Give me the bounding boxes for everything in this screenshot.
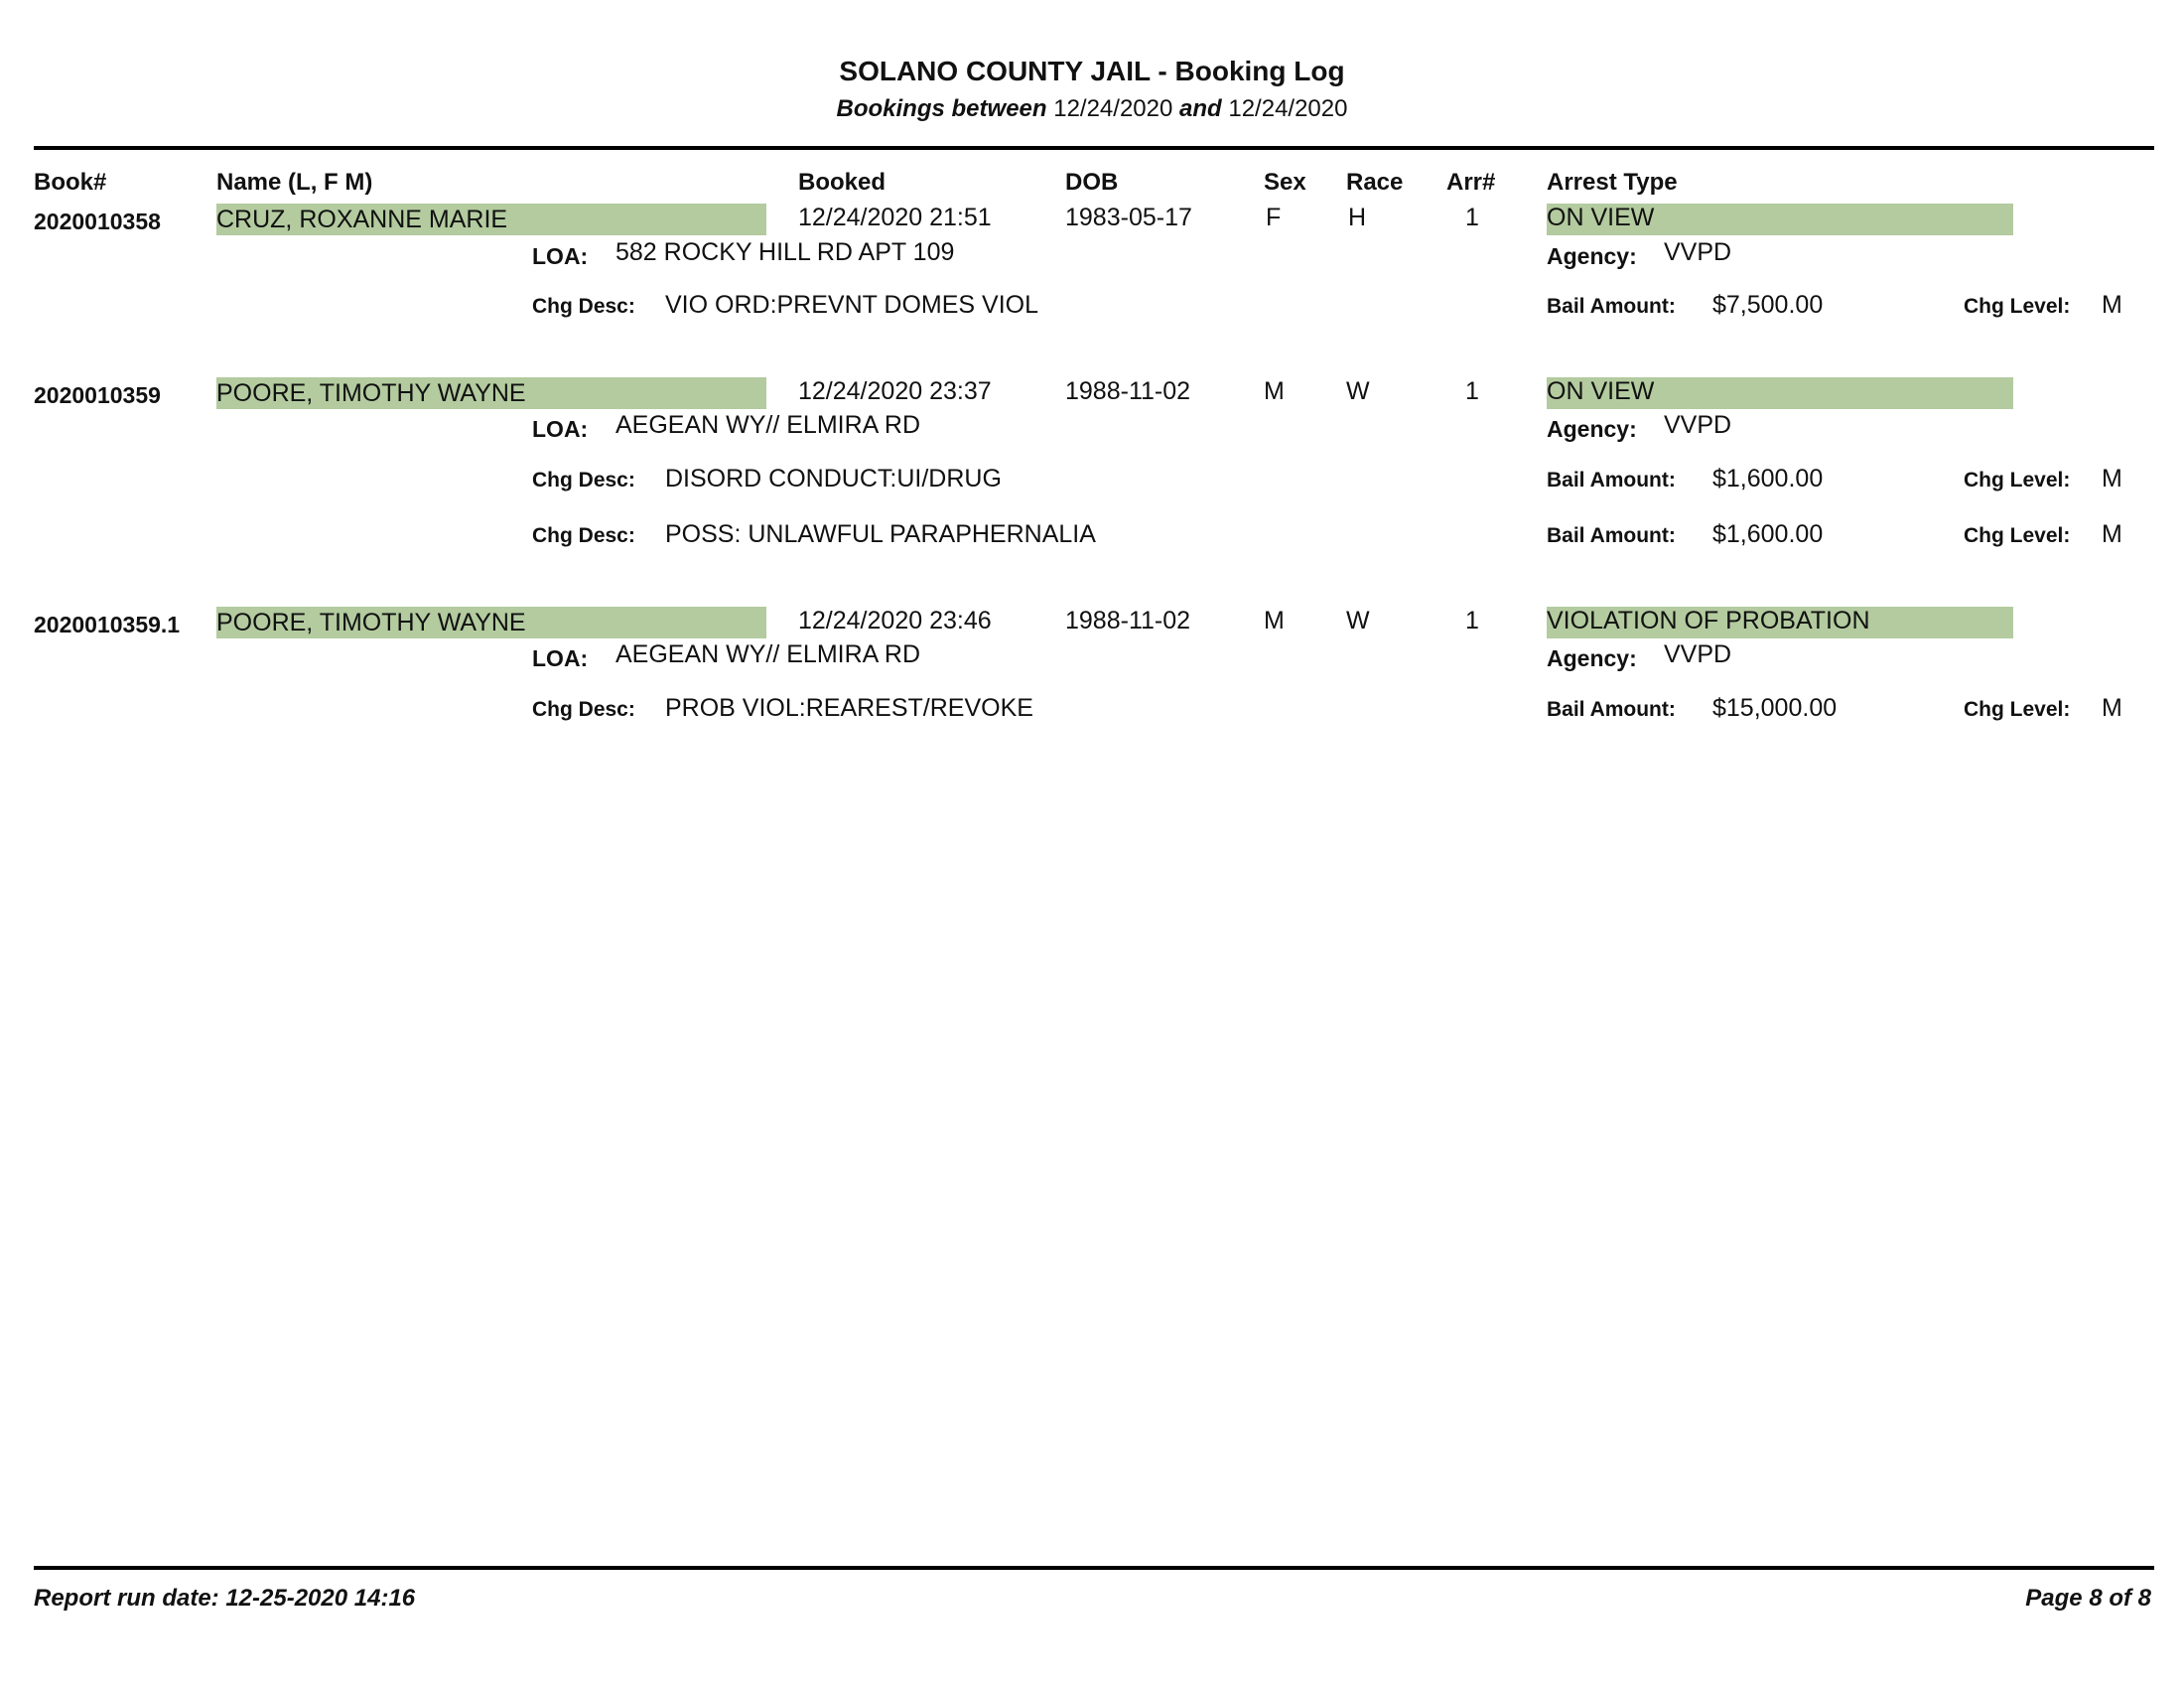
- chg-desc-label: Chg Desc:: [532, 698, 635, 721]
- bail-value: $1,600.00: [1712, 465, 1824, 492]
- sex: F: [1266, 204, 1282, 231]
- chg-level-label: Chg Level:: [1964, 698, 2071, 721]
- loa-value: 582 ROCKY HILL RD APT 109: [615, 238, 955, 266]
- report-title: SOLANO COUNTY JAIL - Booking Log: [839, 56, 1345, 86]
- booked-datetime: 12/24/2020 23:37: [798, 377, 992, 405]
- agency-value: VVPD: [1664, 238, 1732, 266]
- arrest-type: VIOLATION OF PROBATION: [1547, 607, 1870, 634]
- dob: 1988-11-02: [1065, 377, 1191, 405]
- footer-rule: [34, 1566, 2154, 1570]
- agency-label: Agency:: [1547, 645, 1637, 671]
- col-book: Book#: [34, 169, 107, 196]
- chg-desc-value: POSS: UNLAWFUL PARAPHERNALIA: [665, 520, 1096, 548]
- loa-label: LOA:: [532, 645, 589, 671]
- loa-label: LOA:: [532, 416, 589, 442]
- arrest-number: 1: [1465, 607, 1479, 634]
- agency-value: VVPD: [1664, 411, 1732, 439]
- chg-desc-value: PROB VIOL:REAREST/REVOKE: [665, 694, 1033, 722]
- bail-label: Bail Amount:: [1547, 469, 1676, 492]
- book-number: 2020010358: [34, 209, 161, 234]
- sex: M: [1264, 377, 1285, 405]
- arrest-number: 1: [1465, 377, 1479, 405]
- bail-label: Bail Amount:: [1547, 524, 1676, 547]
- bail-value: $7,500.00: [1712, 291, 1824, 319]
- agency-value: VVPD: [1664, 640, 1732, 668]
- col-arrest-type: Arrest Type: [1547, 169, 1678, 196]
- date-to: 12/24/2020: [1228, 95, 1348, 122]
- col-name: Name (L, F M): [216, 169, 373, 196]
- dob: 1988-11-02: [1065, 607, 1191, 634]
- bail-value: $15,000.00: [1712, 694, 1838, 722]
- chg-desc-label: Chg Desc:: [532, 469, 635, 492]
- booked-datetime: 12/24/2020 21:51: [798, 204, 992, 231]
- report-subtitle: [0, 95, 2184, 123]
- chg-level-label: Chg Level:: [1964, 469, 2071, 492]
- header-rule: [34, 146, 2154, 150]
- book-number: 2020010359: [34, 382, 161, 408]
- col-sex: Sex: [1264, 169, 1306, 196]
- subtitle-and: and: [1179, 95, 1222, 122]
- subtitle-prefix: Bookings between: [836, 95, 1047, 122]
- arrest-type: ON VIEW: [1547, 377, 1655, 405]
- chg-level-value: M: [2102, 465, 2122, 492]
- arrest-number: 1: [1465, 204, 1479, 231]
- chg-level-label: Chg Level:: [1964, 295, 2071, 318]
- date-from: 12/24/2020: [1053, 95, 1173, 122]
- book-number: 2020010359.1: [34, 612, 181, 637]
- col-arr: Arr#: [1446, 169, 1496, 196]
- loa-value: AEGEAN WY// ELMIRA RD: [615, 640, 921, 668]
- race: W: [1346, 377, 1370, 405]
- page-number: Page 8 of 8: [2025, 1585, 2151, 1612]
- chg-level-value: M: [2102, 520, 2122, 548]
- agency-label: Agency:: [1547, 416, 1637, 442]
- bail-label: Bail Amount:: [1547, 295, 1676, 318]
- report-run-date: Report run date: 12-25-2020 14:16: [34, 1585, 416, 1612]
- col-booked: Booked: [798, 169, 887, 196]
- sex: M: [1264, 607, 1285, 634]
- loa-value: AEGEAN WY// ELMIRA RD: [615, 411, 921, 439]
- agency-label: Agency:: [1547, 243, 1637, 269]
- bail-label: Bail Amount:: [1547, 698, 1676, 721]
- chg-level-value: M: [2102, 291, 2122, 319]
- chg-level-label: Chg Level:: [1964, 524, 2071, 547]
- chg-desc-value: DISORD CONDUCT:UI/DRUG: [665, 465, 1002, 492]
- arrest-type: ON VIEW: [1547, 204, 1655, 231]
- race: W: [1346, 607, 1370, 634]
- col-dob: DOB: [1065, 169, 1119, 196]
- chg-level-value: M: [2102, 694, 2122, 722]
- bail-value: $1,600.00: [1712, 520, 1824, 548]
- loa-label: LOA:: [532, 243, 589, 269]
- chg-desc-label: Chg Desc:: [532, 524, 635, 547]
- inmate-name: POORE, TIMOTHY WAYNE: [216, 379, 526, 407]
- inmate-name: POORE, TIMOTHY WAYNE: [216, 609, 526, 636]
- race: H: [1348, 204, 1367, 231]
- chg-desc-label: Chg Desc:: [532, 295, 635, 318]
- inmate-name: CRUZ, ROXANNE MARIE: [216, 206, 508, 233]
- chg-desc-value: VIO ORD:PREVNT DOMES VIOL: [665, 291, 1039, 319]
- col-race: Race: [1346, 169, 1404, 196]
- dob: 1983-05-17: [1065, 204, 1192, 231]
- booked-datetime: 12/24/2020 23:46: [798, 607, 992, 634]
